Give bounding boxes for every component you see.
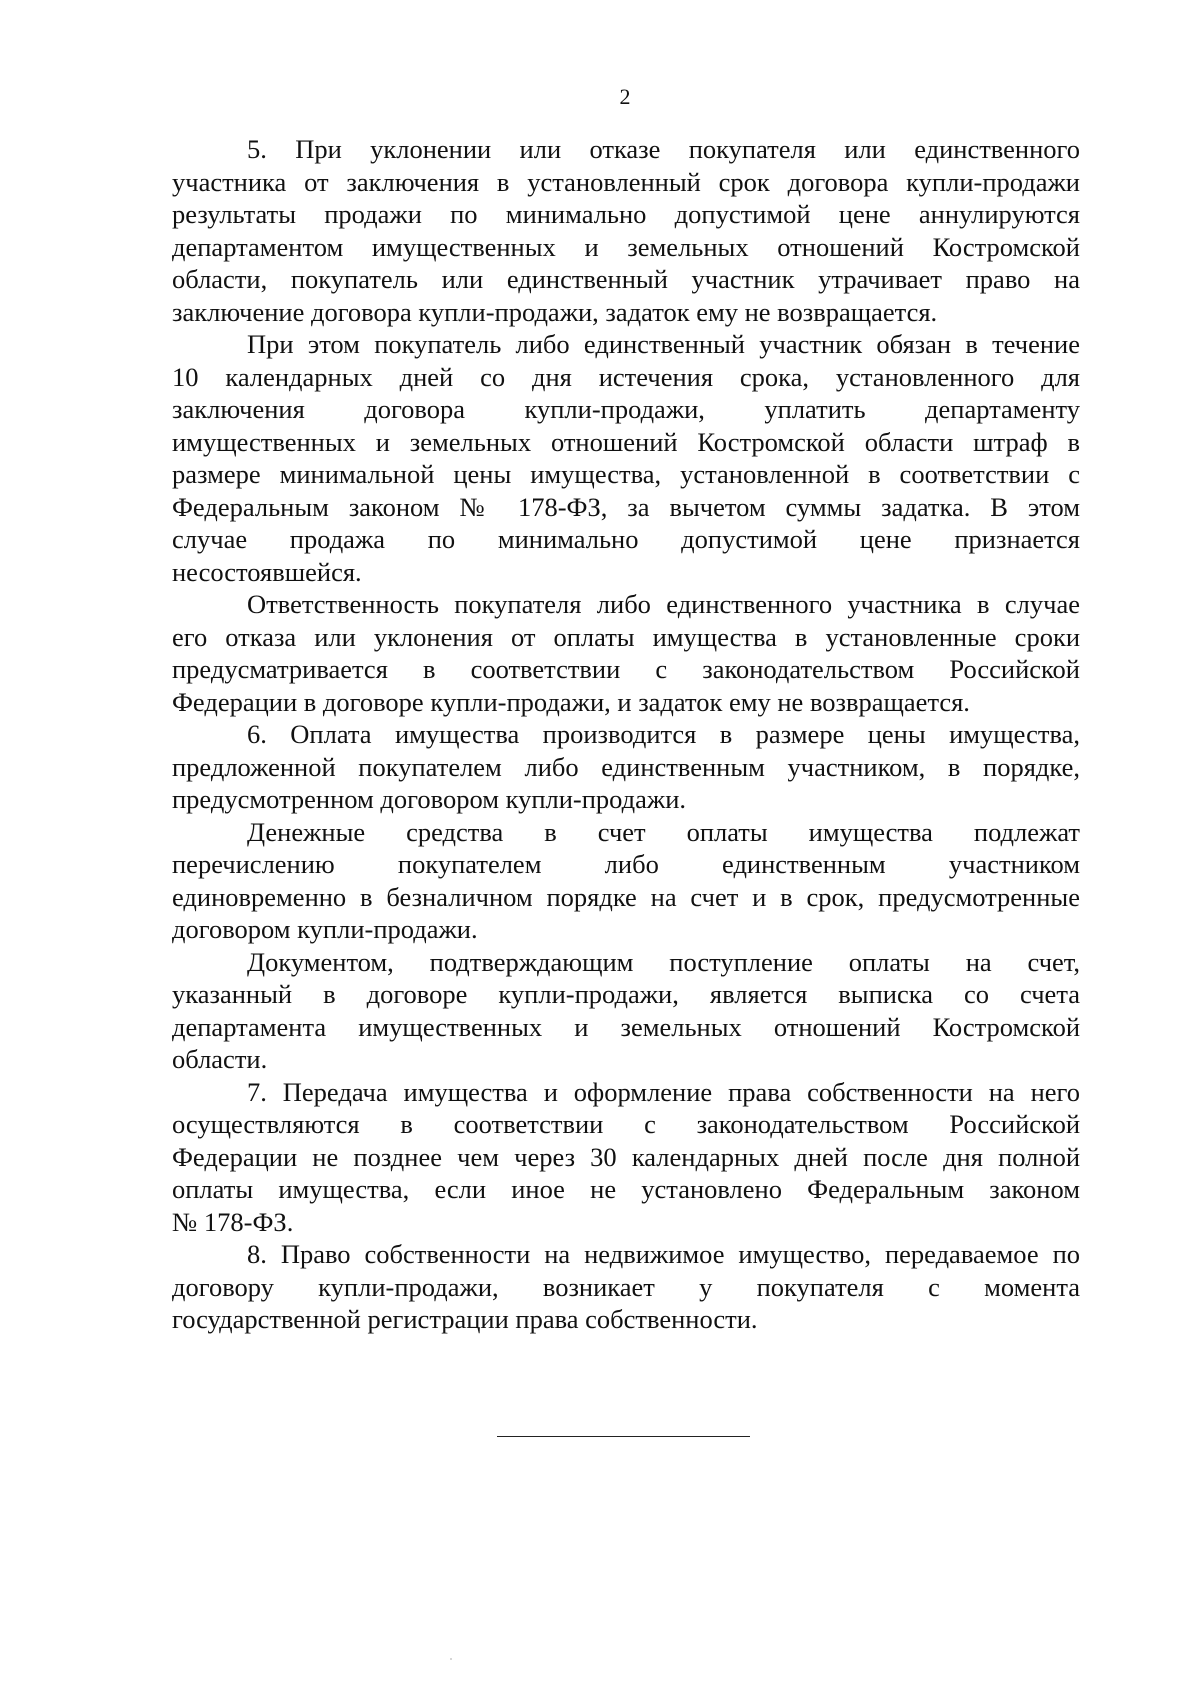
text-line: государственной регистрации права собственности. [172,1304,758,1334]
text-line: несостоявшейся. [172,556,362,587]
text-line: 7. Передача имущества и оформление права собственности на него [247,1076,1080,1107]
text-line: 8. Право собственности на недвижимое имущество, передаваемое по [247,1239,1080,1269]
text-line: договором купли-продажи. [172,914,478,944]
text-line: предложенной покупателем либо единственным участником, в порядке, [172,751,1080,782]
text-line: Федеральным законом № 178-ФЗ, за вычетом суммы задатка. В этом [172,491,1080,522]
text-line: 6. Оплата имущества производится в размере цены имущества, [247,719,1080,749]
text-line: перечислению покупателем либо единственным участником [172,849,1080,879]
text-line: результаты продажи по минимально допустимой цене аннулируются [172,199,1080,229]
text-line: предусматривается в соответствии с законодательством Российской [172,654,1080,684]
text-line: Ответственность покупателя либо единственного участника в случае [247,589,1080,619]
text-line: заключение договора купли-продажи, задаток ему не возвращается. [172,296,938,327]
text-line: области. [172,1044,268,1074]
text-line: При этом покупатель либо единственный участник обязан в течение [247,329,1080,359]
end-separator-line [497,1436,750,1437]
text-line: 10 календарных дней со дня истечения срока, установленного для [172,361,1080,392]
text-line: договору купли-продажи, возникает у покупателя с момента [172,1271,1080,1302]
text-line: № 178-ФЗ. [172,1206,294,1237]
text-line: случае продажа по минимально допустимой цене признается [172,524,1080,554]
text-line: заключения договора купли-продажи, уплатить департаменту [172,394,1080,424]
text-line: оплаты имущества, если иное не установлено Федеральным законом [172,1174,1080,1204]
text-line: департамента имущественных и земельных отношений Костромской [172,1011,1080,1042]
text-line: предусмотренном договором купли-продажи. [172,784,687,814]
text-line: Федерации не позднее чем через 30 календарных дней после дня полной [172,1141,1080,1172]
text-line: его отказа или уклонения от оплаты имущества в установленные сроки [172,621,1080,652]
text-line: Федерации в договоре купли-продажи, и задаток ему не возвращается. [172,686,970,717]
text-line: указанный в договоре купли-продажи, является выписка со счета [172,979,1080,1009]
text-line: области, покупатель или единственный участник утрачивает право на [172,264,1080,294]
text-line: 5. При уклонении или отказе покупателя или единственного [247,134,1080,164]
text-line: участника от заключения в установленный срок договора купли-продажи [172,166,1080,197]
page-number: 2 [619,84,631,109]
text-line: единовременно в безналичном порядке на счет и в срок, предусмотренные [172,881,1080,912]
text-line: осуществляются в соответствии с законодательством Российской [172,1109,1080,1139]
text-line: департаментом имущественных и земельных отношений Костромской [172,231,1080,262]
text-line: Документом, подтверждающим поступление оплаты на счет, [247,946,1080,977]
text-line: имущественных и земельных отношений Костромской области штраф в [172,426,1080,457]
text-line: размере минимальной цены имущества, установленной в соответствии с [172,459,1080,489]
text-line: Денежные средства в счет оплаты имущества подлежат [247,816,1080,847]
document-body [172,133,1080,1336]
scan-speck [450,1658,452,1660]
